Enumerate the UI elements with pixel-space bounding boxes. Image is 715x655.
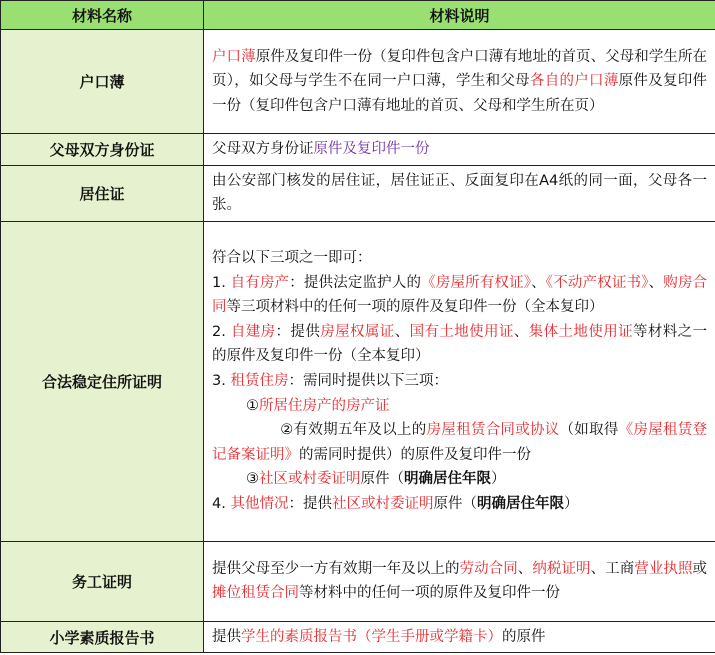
header-row [1,1,715,30]
row-name: 小学素质报告书 [1,621,204,653]
row-desc: 由公安部门核发的居住证，居住证正、反面复印在A4纸的同一面，父母各一张。 [204,165,715,221]
header-desc: 材料说明 [204,1,715,30]
row-name: 务工证明 [1,541,204,621]
housing-intro: 符合以下三项之一即可： [212,250,372,267]
row-name: 居住证 [1,165,204,221]
table-row-report [1,621,715,653]
row-desc: 提供学生的素质报告书（学生手册或学籍卡）的原件 [204,621,715,653]
row-desc: 父母双方身份证原件及复印件一份 [204,134,715,166]
housing-item-1: 1. 自有房产：提供法定监护人的《房屋所有权证》、《不动产权证书》、购房合同等三项材料中的任何一项的原件及复印件一份（全本复印） [212,274,708,316]
housing-item-3a: ①所居住房产的房产证 [246,397,390,414]
row-desc [204,221,715,541]
table-row-residence [1,165,715,221]
table-row-work [1,541,715,621]
row-name: 合法稳定住所证明 [1,221,204,541]
row-name: 父母双方身份证 [1,134,204,166]
housing-item-2: 2. 自建房：提供房屋权属证、国有土地使用证、集体土地使用证等材料之一的原件及复印件一份（全本复印） [212,323,708,365]
row-name: 户口薄 [1,30,204,134]
row-desc: 户口薄原件及复印件一份（复印件包含户口薄有地址的首页、父母和学生所在页），如父母与学生不在同一户口薄，学生和父母各自的户口薄原件及复印件一份（复印件包含户口薄有地址的首页、父母和学生所在页） [204,30,715,134]
row-desc: 提供父母至少一方有效期一年及以上的劳动合同、纳税证明、工商营业执照或摊位租赁合同等材料中的任何一项的原件及复印件一份 [204,541,715,621]
housing-item-4: 4. 其他情况：提供社区或村委证明原件（明确居住年限） [212,495,579,512]
housing-item-3b: ②有效期五年及以上的房屋租赁合同或协议（如取得《房屋租赁登记备案证明》的需同时提供）的原件及复印件一份 [212,422,708,463]
header-name: 材料名称 [1,1,204,30]
housing-item-3c: ③社区或村委证明原件（明确居住年限） [246,471,506,488]
housing-item-3: 3. 租赁住房：需同时提供以下三项： [212,372,448,389]
table-row-idcard [1,134,715,166]
table-row-hukou [1,30,715,134]
table-row-housing [1,221,715,541]
